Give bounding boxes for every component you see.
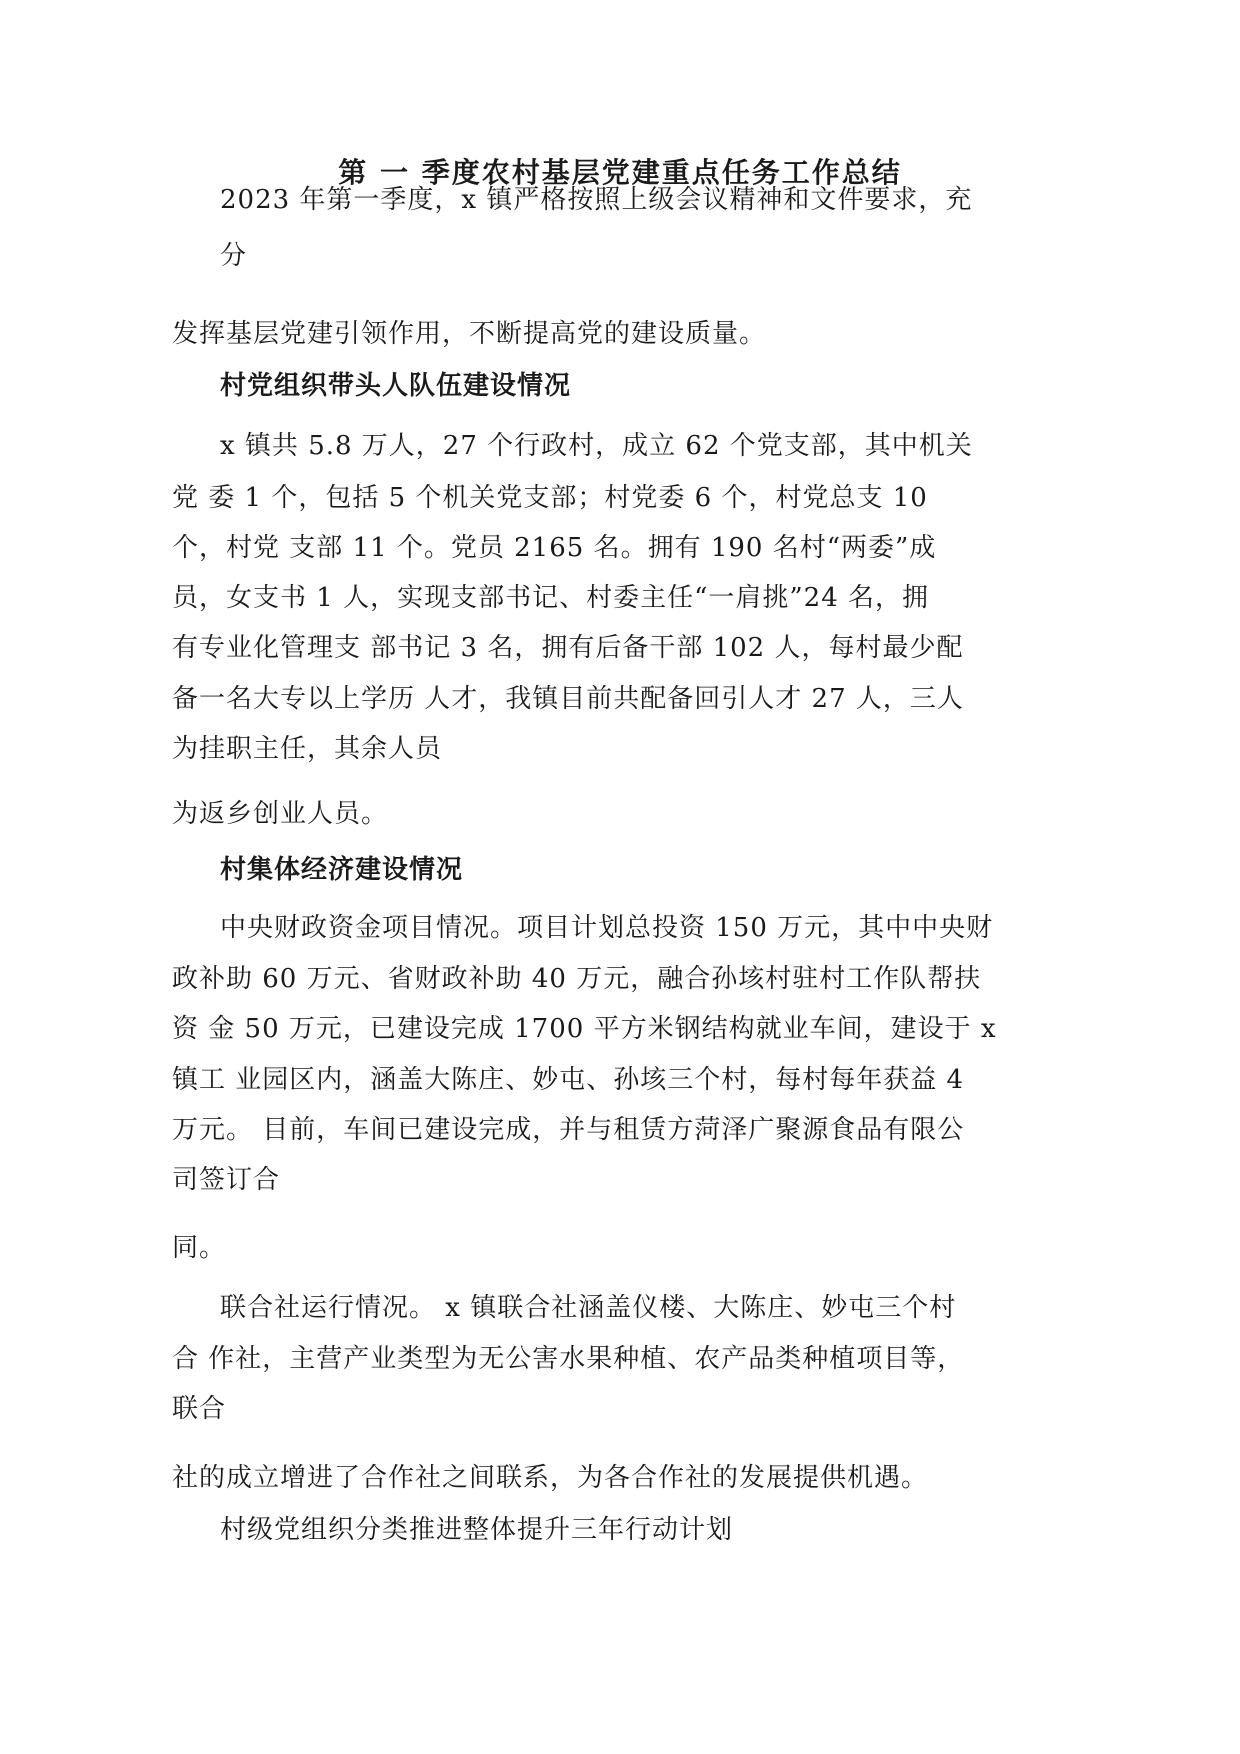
paragraph-line: 党 委 1 个，包括 5 个机关党支部；村党委 6 个，村党总支 10 [172,483,928,513]
paragraph-line: 司签订合 [172,1165,281,1195]
paragraph-line: 个，村党 支部 11 个。党员 2165 名。拥有 190 名村“两委”成 [172,533,937,563]
paragraph-line: 联合社运行情况。 x 镇联合社涵盖仪楼、大陈庄、妙屯三个村 [220,1293,957,1323]
paragraph-line: 万元。 目前，车间已建设完成，并与租赁方菏泽广聚源食品有限公 [172,1115,965,1145]
paragraph-line: 资 金 50 万元，已建设完成 1700 平方米钢结构就业车间，建设于 x [172,1014,997,1044]
paragraph-line: 合 作社，主营产业类型为无公害水果种植、农产品类种植项目等， [172,1344,965,1374]
paragraph-line: 中央财政资金项目情况。项目计划总投资 150 万元，其中中央财 [220,913,994,943]
paragraph-line: 同。 [172,1233,227,1263]
paragraph-line: 备一名大专以上学历 人才，我镇目前共配备回引人才 27 人，三人 [172,684,964,714]
intro-line-1: 2023 年第一季度，x 镇严格按照上级会议精神和文件要求，充 [220,185,973,215]
paragraph-line: 为返乡创业人员。 [172,799,389,829]
paragraph-line: 有专业化管理支 部书记 3 名，拥有后备干部 102 人，每村最少配 [172,633,964,663]
intro-line-2: 分 [220,241,248,271]
intro-line-3: 发挥基层党建引领作用，不断提高党的建设质量。 [172,319,767,349]
paragraph-line: 镇工 业园区内，涵盖大陈庄、妙屯、孙垓三个村，每村每年获益 4 [172,1065,965,1095]
section-heading-team: 村党组织带头人队伍建设情况 [220,371,572,401]
paragraph-line: 员，女支书 1 人，实现支部书记、村委主任“一肩挑”24 名，拥 [172,583,930,613]
section-heading-economy: 村集体经济建设情况 [220,855,464,885]
paragraph-line: x 镇共 5.8 万人，27 个行政村，成立 62 个党支部，其中机关 [220,431,973,461]
document-title: 第 一 季度农村基层党建重点任务工作总结 [338,156,902,189]
paragraph-line: 联合 [172,1394,227,1424]
paragraph-line: 村级党组织分类推进整体提升三年行动计划 [220,1515,734,1545]
paragraph-line: 政补助 60 万元、省财政补助 40 万元，融合孙垓村驻村工作队帮扶 [172,964,982,994]
paragraph-line: 为挂职主任，其余人员 [172,734,443,764]
paragraph-line: 社的成立增进了合作社之间联系，为各合作社的发展提供机遇。 [172,1463,929,1493]
